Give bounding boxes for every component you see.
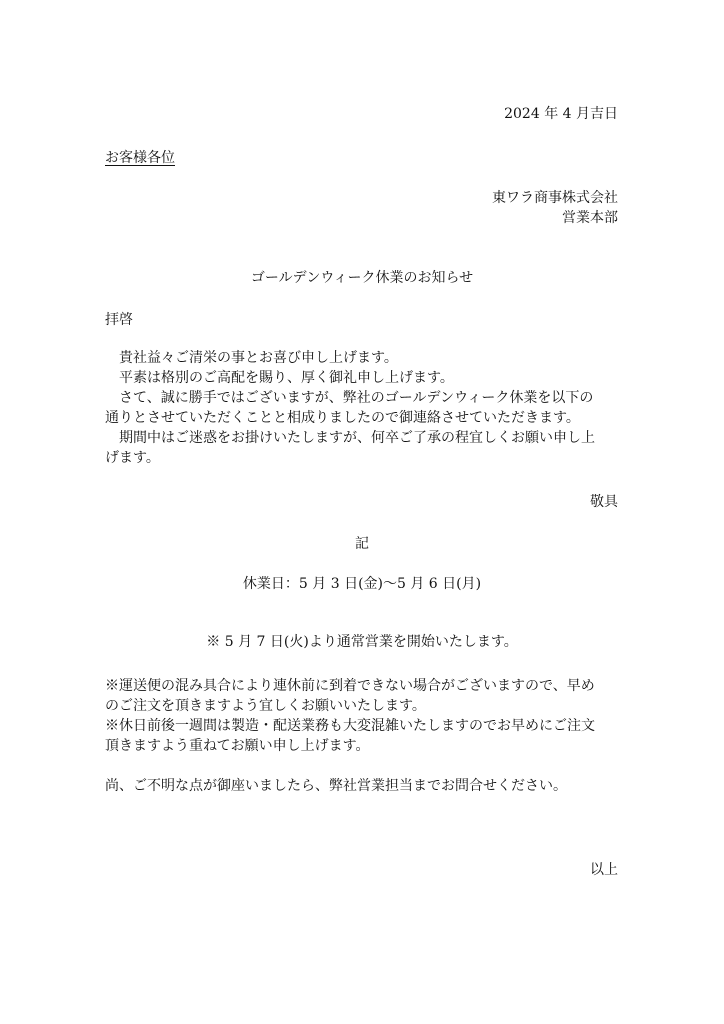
addressee: お客様各位 (105, 150, 175, 166)
note-line: 頂きますよう重ねてお願い申し上げます。 (105, 738, 370, 754)
date: 2024 年 4 月吉日 (504, 106, 618, 122)
note-line: のご注文を頂きますよう宜しくお願いいたします。 (105, 698, 426, 714)
body-line: さて、誠に勝手ではございますが、弊社のゴールデンウィーク休業を以下の (105, 390, 594, 406)
ki-heading: 記 (355, 536, 369, 552)
salutation: 拝啓 (105, 312, 133, 328)
body-line: 通りとさせていただくことと相成りましたので御連絡させていただきます。 (105, 410, 580, 426)
body-paragraphs (105, 348, 621, 468)
note-line: ※休日前後一週間は製造・配送業務も大変混雑いたしますのでお早めにご注文 (105, 718, 595, 734)
note-line: ※運送便の混み具合により連休前に到着できない場合がございますので、早め (105, 678, 595, 694)
inquiry: 尚、ご不明な点が御座いましたら、弊社営業担当までお問合せください。 (105, 778, 567, 794)
body-line: げます。 (105, 450, 160, 466)
sender-department: 営業本部 (562, 210, 618, 226)
closing: 敬具 (590, 494, 618, 510)
notes (105, 676, 621, 756)
resume-notice: ※ 5 月 7 日(火)より通常営業を開始いたします。 (206, 634, 518, 650)
body-line: 期間中はご迷惑をお掛けいたしますが、何卒ご了承の程宜しくお願い申し上 (105, 430, 595, 446)
end-mark: 以上 (590, 862, 618, 878)
holiday-period: 休業日：5 月 3 日(金)～5 月 6 日(月) (242, 576, 482, 592)
sender-company: 東ワラ商事株式会社 (492, 190, 618, 206)
body-line: 平素は格別のご高配を賜り、厚く御礼申し上げます。 (105, 370, 454, 386)
body-line: 貴社益々ご清栄の事とお喜び申し上げます。 (105, 350, 398, 366)
document-title: ゴールデンウィーク休業のお知らせ (250, 270, 474, 286)
